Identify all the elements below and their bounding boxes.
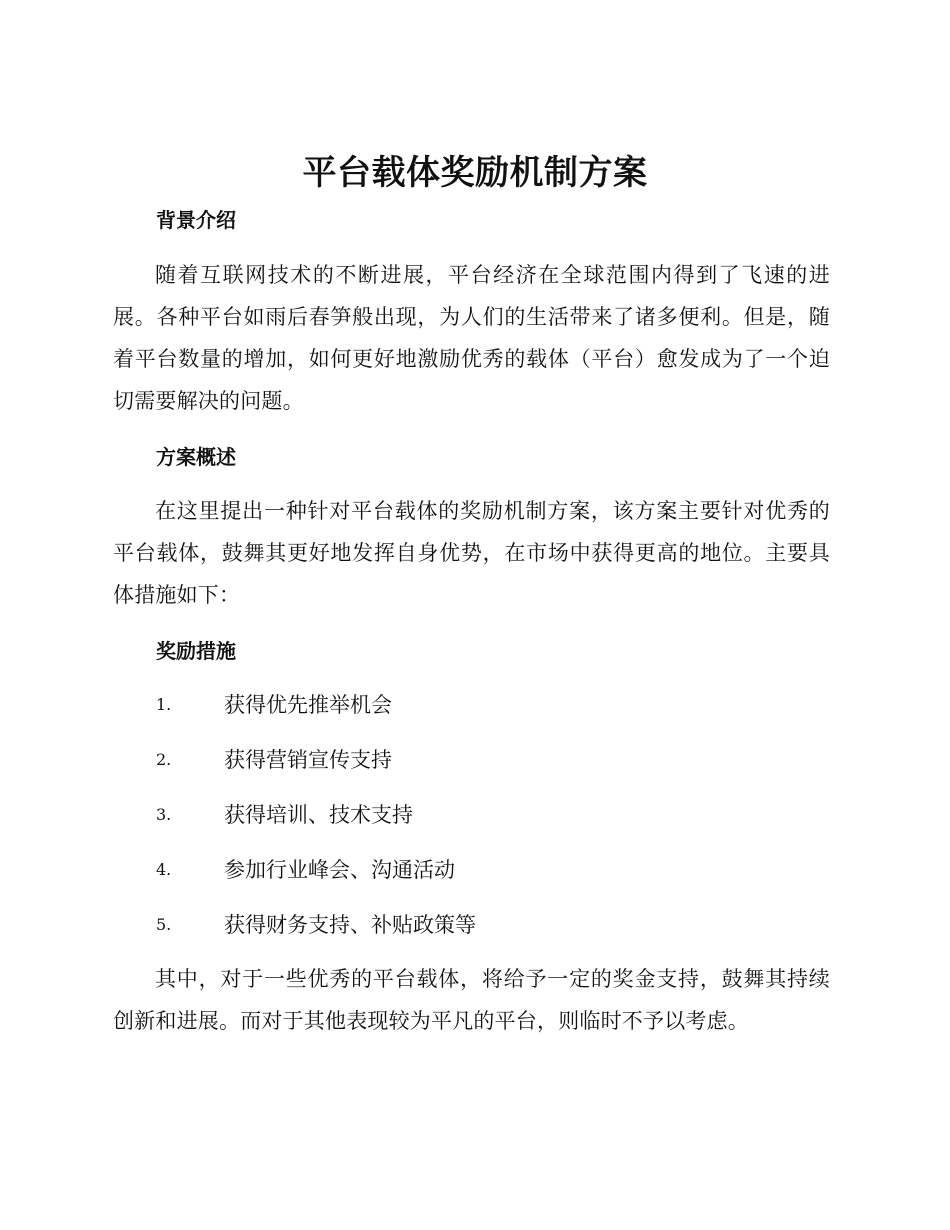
list-item-number: 2.	[156, 750, 172, 769]
list-item	[156, 744, 836, 776]
list-item-number: 3.	[156, 805, 172, 824]
paragraph-background: 随着互联网技术的不断进展，平台经济在全球范围内得到了飞速的进展。各种平台如雨后春笋般出现，为人们的生活带来了诸多便利。但是，随着平台数量的增加，如何更好地激励优秀的载体（平台）愈发成为了一个迫切需要解决的问题。	[113, 263, 830, 413]
paragraph-closing: 其中，对于一些优秀的平台载体，将给予一定的奖金支持，鼓舞其持续创新和进展。而对于其他表现较为平凡的平台，则临时不予以考虑。	[113, 967, 830, 1033]
list-item-number: 1.	[156, 695, 172, 714]
list-item	[156, 689, 836, 721]
list-item-number: 4.	[156, 860, 172, 879]
document-title: 平台载体奖励机制方案	[302, 153, 648, 193]
section-heading-overview: 方案概述	[156, 445, 236, 469]
list-item-text: 获得营销宣传支持	[224, 748, 392, 772]
list-item-text: 获得优先推举机会	[224, 693, 392, 717]
section-heading-background: 背景介绍	[156, 208, 236, 232]
paragraph-overview: 在这里提出一种针对平台载体的奖励机制方案，该方案主要针对优秀的平台载体，鼓舞其更好地发挥自身优势，在市场中获得更高的地位。主要具体措施如下：	[113, 499, 830, 607]
section-heading-measures: 奖励措施	[156, 639, 236, 663]
list-item	[156, 799, 836, 831]
list-item-text: 获得培训、技术支持	[224, 803, 413, 827]
list-item	[156, 909, 836, 941]
list-item	[156, 854, 836, 886]
list-item-number: 5.	[156, 915, 172, 934]
list-item-text: 参加行业峰会、沟通活动	[224, 858, 455, 882]
list-item-text: 获得财务支持、补贴政策等	[224, 913, 476, 937]
